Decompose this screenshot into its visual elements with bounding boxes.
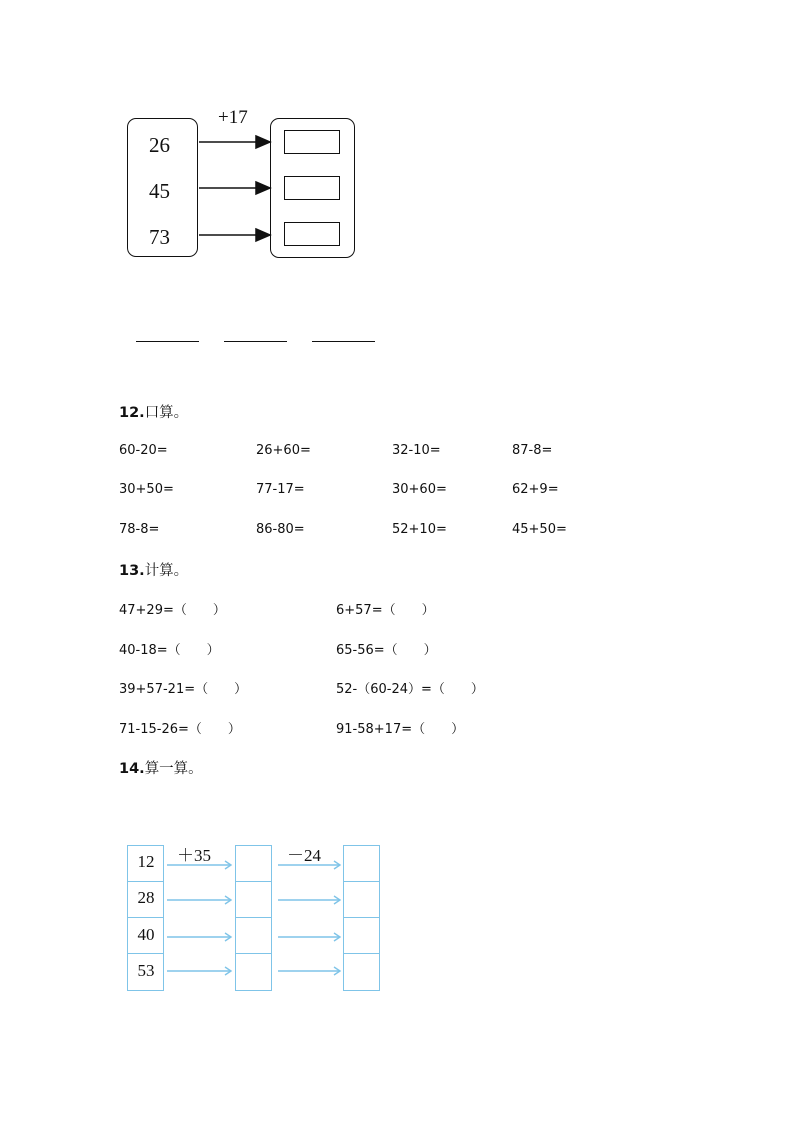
calc-item: 65-56=（ ） xyxy=(336,643,437,658)
input-number-4: 53 xyxy=(137,961,155,980)
result-answer-cell[interactable] xyxy=(344,882,379,918)
q14-heading xyxy=(119,757,203,778)
q14-number: 14. xyxy=(119,761,145,777)
q12-title: 口算。 xyxy=(144,405,189,421)
answer-line-3[interactable] xyxy=(312,341,375,342)
oral-item: 86-80= xyxy=(256,522,305,537)
answer-line-1[interactable] xyxy=(136,341,199,342)
oral-item: 77-17= xyxy=(256,482,305,497)
result-answer-cell[interactable] xyxy=(344,846,379,882)
oral-item: 45+50= xyxy=(512,522,567,537)
operation-label-2: －24 xyxy=(287,846,321,865)
answer-box-1[interactable] xyxy=(284,130,340,154)
q13-title: 计算。 xyxy=(144,563,189,579)
q12-number: 12. xyxy=(119,405,145,421)
input-number-2: 28 xyxy=(137,888,155,907)
input-number-1: 26 xyxy=(149,133,170,157)
calc-item: 6+57=（ ） xyxy=(336,603,435,618)
calc-item: 47+29=（ ） xyxy=(119,603,226,618)
result-answer-cell[interactable] xyxy=(344,918,379,954)
oral-item: 26+60= xyxy=(256,443,311,458)
oral-item: 30+50= xyxy=(119,482,174,497)
input-number-3: 40 xyxy=(137,925,155,944)
arrows xyxy=(196,128,272,246)
result-column xyxy=(343,845,380,991)
oral-item: 60-20= xyxy=(119,443,168,458)
answer-line-2[interactable] xyxy=(224,341,287,342)
answer-box-2[interactable] xyxy=(284,176,340,200)
oral-item: 78-8= xyxy=(119,522,160,537)
oral-item: 52+10= xyxy=(392,522,447,537)
calc-item: 91-58+17=（ ） xyxy=(336,722,465,737)
oral-item: 32-10= xyxy=(392,443,441,458)
blue-arrows xyxy=(164,845,344,991)
q12-heading xyxy=(119,401,188,422)
calc-item: 71-15-26=（ ） xyxy=(119,722,241,737)
oral-item: 87-8= xyxy=(512,443,553,458)
oral-item: 62+9= xyxy=(512,482,559,497)
q14-title: 算一算。 xyxy=(144,761,203,777)
oral-item: 30+60= xyxy=(392,482,447,497)
input-number-1: 12 xyxy=(137,852,155,871)
calc-item: 52-（60-24）=（ ） xyxy=(336,682,484,697)
operation-label-1: ＋35 xyxy=(177,846,211,865)
input-number-2: 45 xyxy=(149,179,170,203)
calc-item: 40-18=（ ） xyxy=(119,643,220,658)
calc-item: 39+57-21=（ ） xyxy=(119,682,248,697)
operation-label: +17 xyxy=(218,107,248,128)
input-number-3: 73 xyxy=(149,225,170,249)
q13-number: 13. xyxy=(119,563,145,579)
answer-box-3[interactable] xyxy=(284,222,340,246)
q13-heading xyxy=(119,559,188,580)
